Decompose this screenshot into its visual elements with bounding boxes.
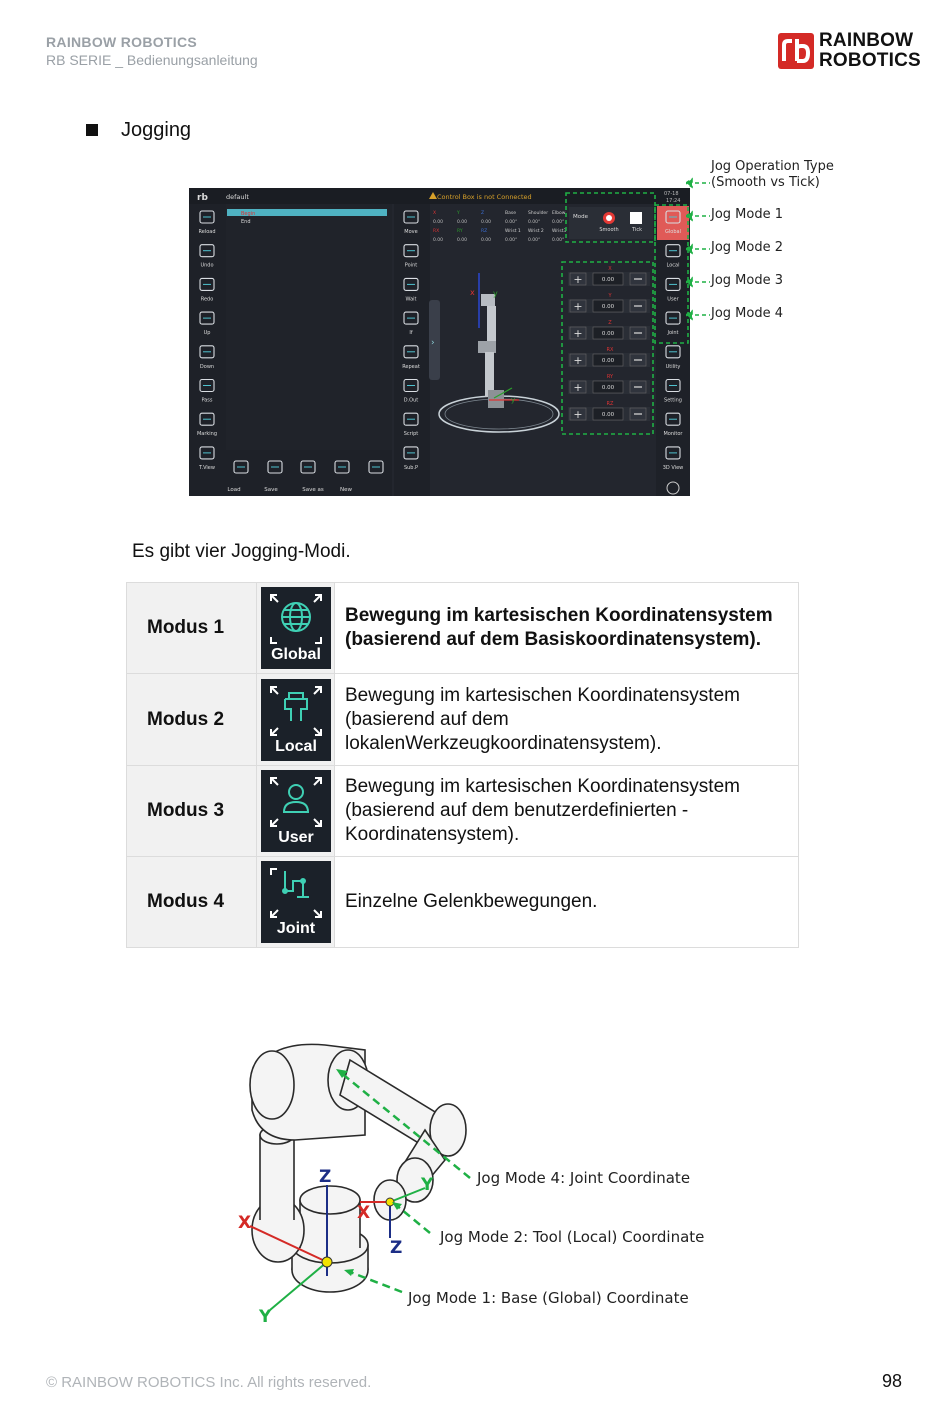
date-text: 07-18	[664, 191, 679, 197]
jog-plus-button[interactable]	[570, 354, 586, 367]
callout-jog-mode-1: Jog Mode 1	[711, 207, 783, 222]
status-value: 0.00	[433, 238, 444, 243]
status-header: Wrist3	[552, 229, 567, 234]
header-subtitle: RB SERIE _ Bedienungsanleitung	[46, 52, 258, 68]
status-value: 0.00°	[528, 238, 541, 243]
jog-axis-label: RZ	[606, 401, 614, 407]
status-value: 0.00	[433, 220, 444, 225]
status-value: 0.00°	[528, 220, 541, 225]
status-header: Z	[481, 211, 485, 216]
mode-2-description: Bewegung im kartesischen Koordinatensystem (basierend auf dem lokalenWerkzeugkoordinatensystem).	[335, 674, 799, 766]
svg-text:rb: rb	[197, 193, 208, 203]
diagram-label-joint: Jog Mode 4: Joint Coordinate	[477, 1169, 691, 1187]
callout-jog-mode-3: Jog Mode 3	[711, 273, 783, 288]
svg-text:+: +	[573, 354, 583, 367]
cmd-tool-label: Script	[403, 431, 419, 438]
status-value: 0.00°	[552, 238, 565, 243]
status-value: 0.00°	[505, 220, 518, 225]
table-row	[127, 857, 799, 948]
svg-text:+: +	[573, 300, 583, 313]
status-header: Y	[457, 211, 460, 216]
software-screenshot	[189, 188, 690, 496]
jog-value: 0.00	[601, 277, 615, 283]
left-tool-label: T.View	[199, 464, 215, 471]
tree-item-end[interactable]: End	[241, 219, 251, 225]
joint-mode-icon-box	[261, 861, 331, 943]
joint-icon	[261, 861, 331, 921]
left-tool-label: Down	[199, 363, 215, 370]
cmd-tool-label: Point	[404, 262, 418, 269]
cmd-tool-label: Repeat	[402, 363, 420, 370]
footer-copyright: © RAINBOW ROBOTICS Inc. All rights reserved.	[46, 1374, 372, 1391]
svg-text:+: +	[573, 273, 583, 286]
cmd-tool-label: If	[409, 330, 413, 337]
robot-coordinate-diagram	[230, 1020, 750, 1340]
svg-text:+: +	[573, 381, 583, 394]
callout-jog-mode-2: Jog Mode 2	[711, 240, 783, 255]
right-tool-label: User	[667, 296, 679, 303]
warning-text: Control Box is not Connected	[437, 193, 532, 201]
cmd-tool-label: Sub.P	[403, 464, 419, 471]
jog-minus-button[interactable]	[630, 408, 646, 420]
brand-logo	[778, 30, 921, 73]
status-value: 0.00°	[505, 238, 518, 243]
base-axis-x: X	[238, 1213, 252, 1233]
jog-minus-button[interactable]	[630, 381, 646, 393]
callout-jog-mode-4: Jog Mode 4	[711, 306, 783, 321]
left-tool-label: Pass	[201, 397, 213, 404]
right-tool-label: Joint	[667, 330, 679, 337]
smooth-label: Smooth	[599, 227, 619, 233]
joint-icon-label: Joint	[276, 920, 316, 937]
axis-label-x: x	[470, 288, 475, 297]
intro-text: Es gibt vier Jogging-Modi.	[132, 541, 351, 562]
mode-label: Mode	[573, 214, 588, 220]
jog-plus-button[interactable]	[570, 408, 586, 421]
jog-minus-button[interactable]	[630, 354, 646, 366]
jog-axis-label: Z	[608, 320, 612, 326]
status-header: RY	[457, 229, 463, 234]
jog-panel	[568, 266, 650, 421]
right-tool-label: Global	[665, 229, 681, 235]
status-header: Wrist 2	[528, 229, 544, 234]
jog-value: 0.00	[601, 412, 615, 418]
status-header: Elbow	[552, 211, 566, 216]
right-tool-label: Local	[666, 262, 680, 269]
mode-1-label: Modus 1	[127, 583, 257, 674]
jog-minus-button[interactable]	[630, 300, 646, 312]
status-header: Shoulder	[528, 211, 549, 216]
bottom-tool-label: Save	[264, 487, 278, 493]
right-tool-label: Setting	[664, 397, 682, 404]
jog-axis-label: Y	[608, 293, 612, 299]
table-row	[127, 583, 799, 674]
jog-plus-button[interactable]	[570, 300, 586, 313]
axis-label-y: y	[493, 289, 498, 298]
logo-text-line2: ROBOTICS	[819, 50, 921, 71]
mode-2-label: Modus 2	[127, 674, 257, 766]
status-header: Wrist 1	[505, 229, 521, 234]
cmd-tool-label: Move	[404, 229, 418, 235]
jog-minus-button[interactable]	[630, 327, 646, 339]
table-row	[127, 766, 799, 857]
jog-axis-label: X	[608, 266, 612, 272]
gripper-icon	[261, 679, 331, 739]
mode-1-description: Bewegung im kartesischen Koordinatensystem (basierend auf dem Basiskoordinatensystem).	[335, 583, 799, 674]
right-tool-label: Monitor	[663, 431, 683, 438]
table-row	[127, 674, 799, 766]
cmd-tool-label: D.Out	[403, 397, 419, 404]
jog-axis-label: RY	[606, 374, 614, 380]
svg-text:+: +	[573, 327, 583, 340]
mode-3-label: Modus 3	[127, 766, 257, 857]
status-value: 0.00	[481, 220, 492, 225]
base-axis-y: Y	[259, 1307, 272, 1327]
jog-value: 0.00	[601, 331, 615, 337]
diagram-label-tool: Jog Mode 2: Tool (Local) Coordinate	[440, 1228, 705, 1246]
right-tool-label: Utility	[665, 363, 681, 370]
svg-text:›: ›	[431, 338, 435, 348]
status-header: RX	[433, 229, 440, 234]
jog-value: 0.00	[601, 385, 615, 391]
tick-label: Tick	[632, 227, 642, 233]
global-mode-icon-box	[261, 587, 331, 669]
mode-3-description: Bewegung im kartesischen Koordinatensystem (basierend auf dem benutzerdefinierten -Koordinatensystem).	[335, 766, 799, 857]
status-header: Base	[505, 211, 516, 216]
local-mode-icon-box	[261, 679, 331, 761]
left-tool-label: Up	[203, 330, 211, 337]
page-number: 98	[882, 1371, 903, 1391]
jog-axis-label: RX	[606, 347, 614, 353]
tool-axis-z: Z	[390, 1238, 403, 1258]
status-header: RZ	[481, 229, 488, 234]
user-icon-label: User	[278, 829, 314, 846]
local-icon-label: Local	[275, 737, 317, 755]
global-icon-label: Global	[271, 646, 321, 663]
status-value: 0.00°	[552, 220, 565, 225]
axis-label-y2: y	[511, 396, 516, 404]
svg-text:+: +	[573, 408, 583, 421]
jog-value: 0.00	[601, 304, 615, 310]
bullet-square-icon	[86, 124, 98, 136]
globe-icon	[261, 587, 331, 647]
mode-4-label: Modus 4	[127, 857, 257, 948]
header-company: RAINBOW ROBOTICS	[46, 34, 198, 50]
diagram-label-base: Jog Mode 1: Base (Global) Coordinate	[408, 1289, 689, 1307]
user-mode-icon-box	[261, 770, 331, 852]
status-value: 0.00	[457, 238, 468, 243]
callout-jog-operation-type: Jog Operation Type (Smooth vs Tick)	[711, 159, 834, 190]
base-axis-z: Z	[319, 1167, 332, 1187]
jog-minus-button[interactable]	[630, 273, 646, 285]
left-tool-label: Undo	[200, 262, 214, 269]
tool-axis-y: Y	[421, 1175, 434, 1195]
program-name: default	[226, 193, 249, 201]
robot-3d-view	[439, 273, 559, 432]
status-value: 0.00	[457, 220, 468, 225]
left-tool-label: Marking	[196, 431, 218, 438]
mode-4-description: Einzelne Gelenkbewegungen.	[335, 857, 799, 948]
jog-value: 0.00	[601, 358, 615, 364]
bottom-tool-label: Save as	[302, 487, 324, 493]
tree-item-begin[interactable]: Begin	[241, 211, 256, 217]
tool-axis-x: X	[357, 1203, 371, 1223]
right-tool-label: 3D View	[662, 464, 684, 471]
logo-text-line1: RAINBOW	[819, 30, 914, 51]
jog-plus-button[interactable]	[570, 273, 586, 286]
status-header: X	[433, 211, 437, 216]
user-icon	[261, 770, 331, 830]
cmd-tool-label: Wait	[405, 296, 417, 303]
status-value: 0.00	[481, 238, 492, 243]
bottom-tool-label: New	[340, 487, 352, 493]
bottom-tool-label: Load	[227, 487, 241, 493]
jog-plus-button[interactable]	[570, 381, 586, 394]
status-table	[433, 210, 566, 243]
tick-mode-button[interactable]	[630, 212, 642, 224]
time-text: 17:24	[666, 198, 681, 204]
left-tool-label: Reload	[198, 229, 216, 235]
jog-plus-button[interactable]	[570, 327, 586, 340]
logo-mark-icon	[778, 33, 814, 69]
section-title: Jogging	[121, 119, 192, 141]
modes-table	[126, 582, 799, 948]
left-tool-label: Redo	[200, 296, 214, 303]
